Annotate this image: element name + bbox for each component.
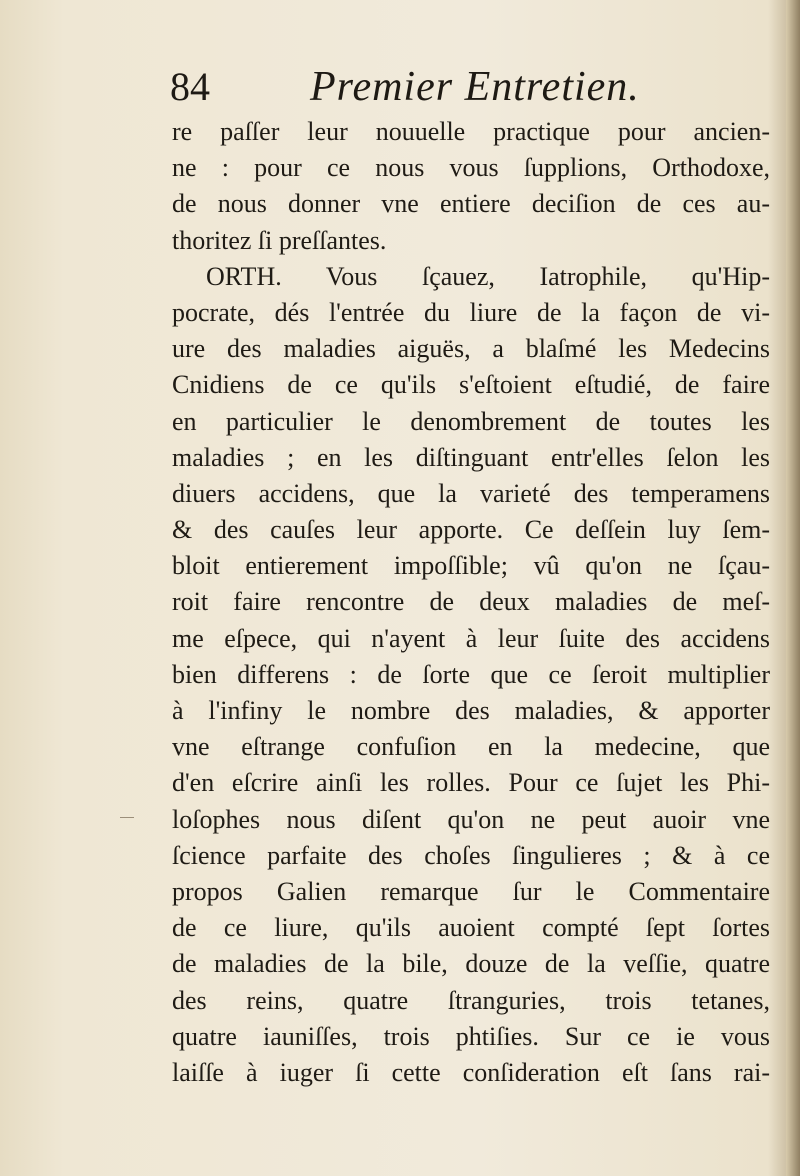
text-line: thoritez ſi preſſantes. <box>172 225 387 255</box>
text-line: ure des maladies aiguës, a blaſmé les Medecins <box>172 334 770 364</box>
text-line: ne : pour ce nous vous ſupplions, Orthodoxe, <box>172 153 770 183</box>
text-line: me eſpece, qui n'ayent à leur ſuite des accidens <box>172 623 770 653</box>
text-line: maladies ; en les diſtinguant entr'elles ſelon les <box>172 442 770 472</box>
text-line: laiſſe à iuger ſi cette conſideration eſt ſans rai- <box>172 1057 770 1087</box>
page-edge-shadow <box>786 0 800 1176</box>
text-line: ſcience parfaite des choſes ſingulieres ; & à ce <box>172 840 770 870</box>
page-number: 84 <box>170 64 210 109</box>
text-line: de ce liure, qu'ils auoient compté ſept ſortes <box>172 913 770 943</box>
text-line: d'en eſcrire ainſi les rolles. Pour ce ſujet les Phi- <box>172 768 770 798</box>
text-line: des reins, quatre ſtranguries, trois tetanes, <box>172 985 770 1015</box>
text-line: à l'infiny le nombre des maladies, & apporter <box>172 696 770 725</box>
text-line: diuers accidens, que la varieté des temperamens <box>172 478 770 508</box>
text-line: bien differens : de ſorte que ce ſeroit multiplier <box>172 659 770 689</box>
running-title: Premier Entretien. <box>310 64 640 110</box>
text-line: en particulier le denombrement de toutes les <box>172 406 770 436</box>
text-line: de nous donner vne entiere deciſion de ces au- <box>172 189 770 219</box>
text-line: propos Galien remarque ſur le Commentaire <box>172 876 770 906</box>
text-line: de maladies de la bile, douze de la veſſie, quatre <box>172 949 770 979</box>
text-line: loſophes nous diſent qu'on ne peut auoir vne <box>172 804 770 834</box>
page-header <box>170 62 770 112</box>
text-line: vne eſtrange confuſion en la medecine, que <box>172 732 770 762</box>
text-line: Cnidiens de ce qu'ils s'eſtoient eſtudié, de faire <box>172 370 770 400</box>
text-line: bloit entierement impoſſible; vû qu'on ne ſçau- <box>172 551 770 581</box>
text-line: roit faire rencontre de deux maladies de meſ- <box>172 587 770 617</box>
margin-mark <box>120 817 134 818</box>
text-line: quatre iauniſſes, trois phtiſies. Sur ce ie vous <box>172 1021 770 1051</box>
text-line: ORTH. Vous ſçauez, Iatrophile, qu'Hip- <box>206 261 770 291</box>
text-line: pocrate, dés l'entrée du liure de la façon de vi- <box>172 297 770 327</box>
text-line: & des cauſes leur apporte. Ce deſſein luy ſem- <box>172 515 770 545</box>
text-line: re paſſer leur nouuelle practique pour ancien- <box>172 117 770 146</box>
body-text <box>172 114 770 1091</box>
